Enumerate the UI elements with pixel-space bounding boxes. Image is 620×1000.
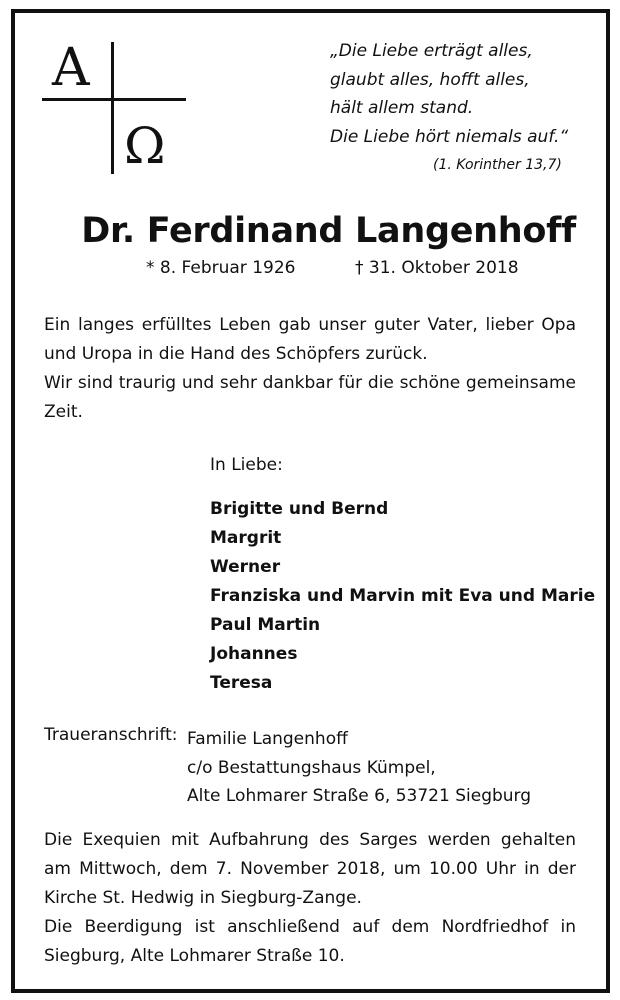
address-line: Alte Lohmarer Straße 6, 53721 Siegburg (187, 786, 532, 806)
service-details (44, 826, 576, 971)
cross-vertical-bar (111, 42, 114, 174)
alpha-omega-cross-icon (42, 38, 186, 175)
address-line: Familie Langenhoff (187, 729, 348, 749)
message-line: Zeit. (44, 402, 83, 422)
address-line: c/o Bestattungshaus Kümpel, (187, 757, 436, 778)
mourning-address (187, 725, 531, 811)
bible-quote (330, 37, 568, 151)
farewell-message (44, 311, 576, 427)
service-line: Kirche St. Hedwig in Siegburg-Zange. (44, 888, 362, 908)
quote-reference: (1. Korinther 13,7) (433, 157, 562, 173)
mourner-name: Teresa (210, 673, 273, 693)
deceased-name: Dr. Ferdinand Langenhoff (81, 211, 576, 251)
birth-date: * 8. Februar 1926 (146, 258, 296, 278)
mourner-name: Margrit (210, 528, 282, 548)
mourner-name: Paul Martin (210, 615, 321, 635)
quote-line: hält allem stand. (330, 98, 474, 118)
mourners-intro: In Liebe: (210, 455, 283, 475)
message-line: Wir sind traurig und sehr dankbar für die schöne gemeinsame (44, 373, 576, 393)
death-date: † 31. Oktober 2018 (355, 258, 519, 278)
service-line: Die Beerdigung ist anschließend auf dem Nordfriedhof in (44, 917, 576, 937)
service-line: am Mittwoch, dem 7. November 2018, um 10.00 Uhr in der (44, 859, 576, 879)
message-line: und Uropa in die Hand des Schöpfers zurück. (44, 344, 428, 364)
alpha-letter: A (52, 38, 90, 98)
quote-line: „Die Liebe erträgt alles, (330, 41, 533, 61)
mourner-name: Franziska und Marvin mit Eva und Marie (210, 586, 596, 606)
message-line: Ein langes erfülltes Leben gab unser guter Vater, lieber Opa (44, 315, 576, 335)
quote-line: glaubt alles, hofft alles, (330, 69, 530, 90)
service-line: Siegburg, Alte Lohmarer Straße 10. (44, 946, 345, 966)
mourner-name: Werner (210, 557, 281, 577)
mourner-name: Brigitte und Bernd (210, 499, 389, 519)
cross-horizontal-bar (42, 98, 186, 101)
quote-line: Die Liebe hört niemals auf.“ (330, 126, 569, 147)
mourner-name: Johannes (210, 644, 298, 664)
omega-letter: Ω (124, 117, 166, 175)
service-line: Die Exequien mit Aufbahrung des Sarges werden gehalten (44, 830, 576, 850)
address-label: Traueranschrift: (44, 725, 178, 745)
mourners-list (210, 495, 595, 698)
